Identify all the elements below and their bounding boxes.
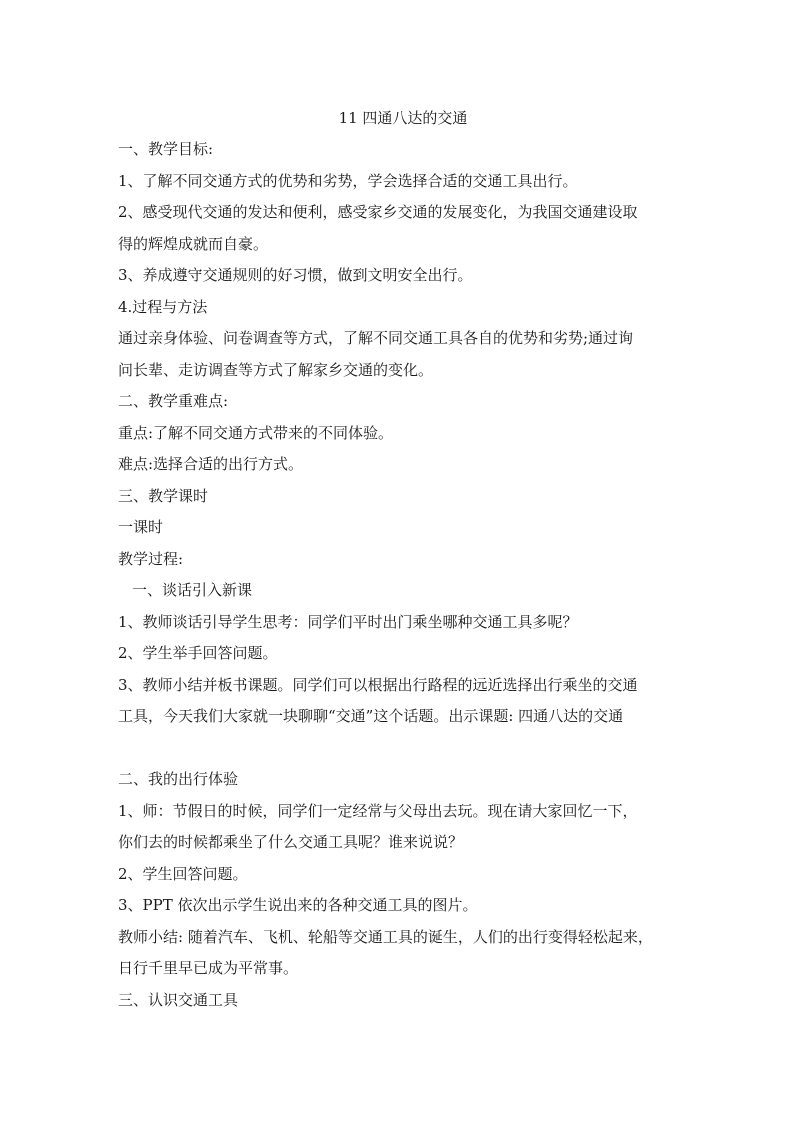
teaching-process-heading: 教学过程:: [118, 549, 184, 568]
objective-2-line-1: 2、感受现代交通的发达和便利，感受家乡交通的发展变化，为我国交通建设取: [118, 203, 638, 221]
objective-3: 3、养成遵守交通规则的好习惯，做到文明安全出行。: [118, 266, 473, 284]
objective-2-line-2: 得的辉煌成就而自豪。: [118, 234, 269, 253]
step-2-item-3: 3、PPT 依次出示学生说出来的各种交通工具的图片。: [118, 896, 478, 914]
key-point: 重点:了解不同交通方式带来的不同体验。: [118, 423, 394, 442]
document-body: [118, 102, 678, 1016]
step-2-item-2: 2、学生回答问题。: [118, 864, 248, 883]
objective-4-heading: 4.过程与方法: [118, 297, 208, 316]
step-3-heading: 三、认识交通工具: [118, 990, 239, 1009]
teacher-summary-line-1: 教师小结: 随着汽车、飞机、轮船等交通工具的诞生，人们的出行变得轻松起来，: [118, 927, 653, 946]
step-2-item-1-line-2: 你们去的时候都乘坐了什么交通工具呢？谁来说说？: [118, 833, 464, 851]
document-title: 11 四通八达的交通: [338, 109, 468, 127]
step-2-item-1-line-1: 1、师：节假日的时候，同学们一定经常与父母出去玩。现在请大家回忆一下，: [118, 801, 638, 820]
section-heading-objectives: 一、教学目标:: [118, 140, 214, 158]
objective-1: 1、了解不同交通方式的优势和劣势，学会选择合适的交通工具出行。: [118, 171, 578, 190]
section-heading-key-points: 二、教学重难点:: [118, 392, 229, 410]
difficult-point: 难点:选择合适的出行方式。: [118, 455, 304, 473]
section-heading-class-hours: 三、教学课时: [118, 486, 209, 505]
step-1-heading: 一、谈话引入新课: [132, 581, 253, 599]
step-1-item-2: 2、学生举手回答问题。: [118, 644, 278, 662]
class-hours-value: 一课时: [118, 518, 164, 536]
step-1-item-3-line-1: 3、教师小结并板书课题。同学们可以根据出行路程的远近选择出行乘坐的交通: [118, 675, 638, 694]
blank-line: [118, 733, 678, 765]
process-method-line-1: 通过亲身体验、问卷调查等方式，了解不同交通工具各自的优势和劣势;通过询: [118, 329, 634, 347]
teacher-summary-line-2: 日行千里早已成为平常事。: [118, 959, 299, 977]
step-1-item-1: 1、教师谈话引导学生思考：同学们平时出门乘坐哪种交通工具多呢？: [118, 612, 578, 631]
step-2-heading: 二、我的出行体验: [118, 770, 239, 788]
process-method-line-2: 问长辈、走访调查等方式了解家乡交通的变化。: [118, 360, 434, 379]
step-1-item-3-line-2: 工具，今天我们大家就一块聊聊“交通”这个话题。出示课题: 四通八达的交通: [118, 707, 624, 725]
